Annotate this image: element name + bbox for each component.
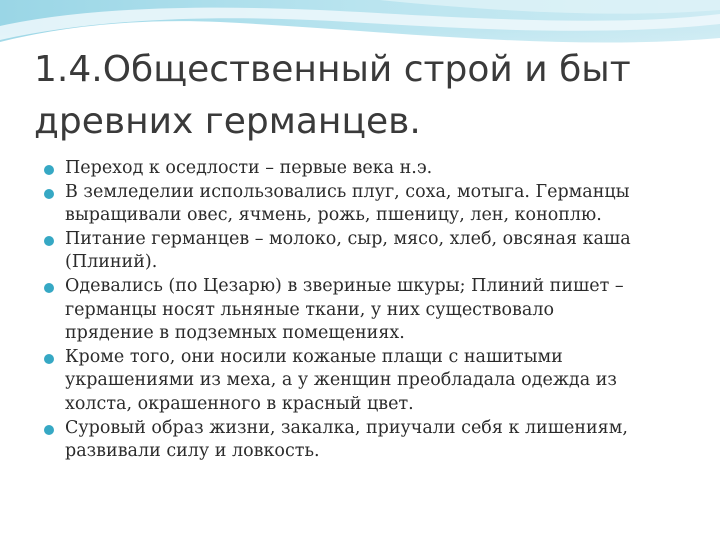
bullet-dot-icon	[44, 354, 54, 364]
bullet-list	[44, 157, 684, 464]
bullet-text-line: Суровый образ жизни, закалка, приучали себя к лишениям,	[65, 417, 628, 438]
bullet-item	[44, 275, 684, 346]
bullet-text-line: германцы носят льняные ткани, у них существовало	[65, 299, 554, 320]
slide-title-line-1: 1.4.Общественный строй и быт	[34, 49, 631, 90]
bullet-dot-icon	[44, 165, 54, 175]
bullet-dot-icon	[44, 283, 54, 293]
bullet-text-line: развивали силу и ловкость.	[65, 441, 320, 462]
bullet-text-line: В земледелии использовались плуг, соха, мотыга. Германцы	[65, 181, 630, 202]
bullet-text-line: (Плиний).	[65, 252, 158, 273]
bullet-item	[44, 417, 684, 464]
slide-title-line-2: древних германцев.	[34, 101, 421, 142]
slide-title	[34, 44, 704, 148]
bullet-text-line: Переход к оседлости – первые века н.э.	[65, 158, 433, 178]
bullet-text-line: украшениями из меха, а у женщин преобладала одежда из	[65, 370, 617, 391]
bullet-dot-icon	[44, 425, 54, 435]
bullet-dot-icon	[44, 189, 54, 199]
bullet-text-line: прядение в подземных помещениях.	[65, 323, 405, 344]
bullet-item	[44, 157, 684, 181]
bullet-item	[44, 181, 684, 228]
bullet-dot-icon	[44, 236, 54, 246]
bullet-item	[44, 346, 684, 417]
bullet-item	[44, 228, 684, 275]
bullet-text-line: Питание германцев – молоко, сыр, мясо, хлеб, овсяная каша	[65, 228, 631, 249]
bullet-text-line: Одевались (по Цезарю) в звериные шкуры; Плиний пишет –	[65, 275, 624, 296]
bullet-text-line: холста, окрашенного в красный цвет.	[65, 393, 414, 414]
bullet-text-line: Кроме того, они носили кожаные плащи с нашитыми	[65, 346, 563, 367]
bullet-text-line: выращивали овес, ячмень, рожь, пшеницу, лен, коноплю.	[65, 205, 602, 226]
